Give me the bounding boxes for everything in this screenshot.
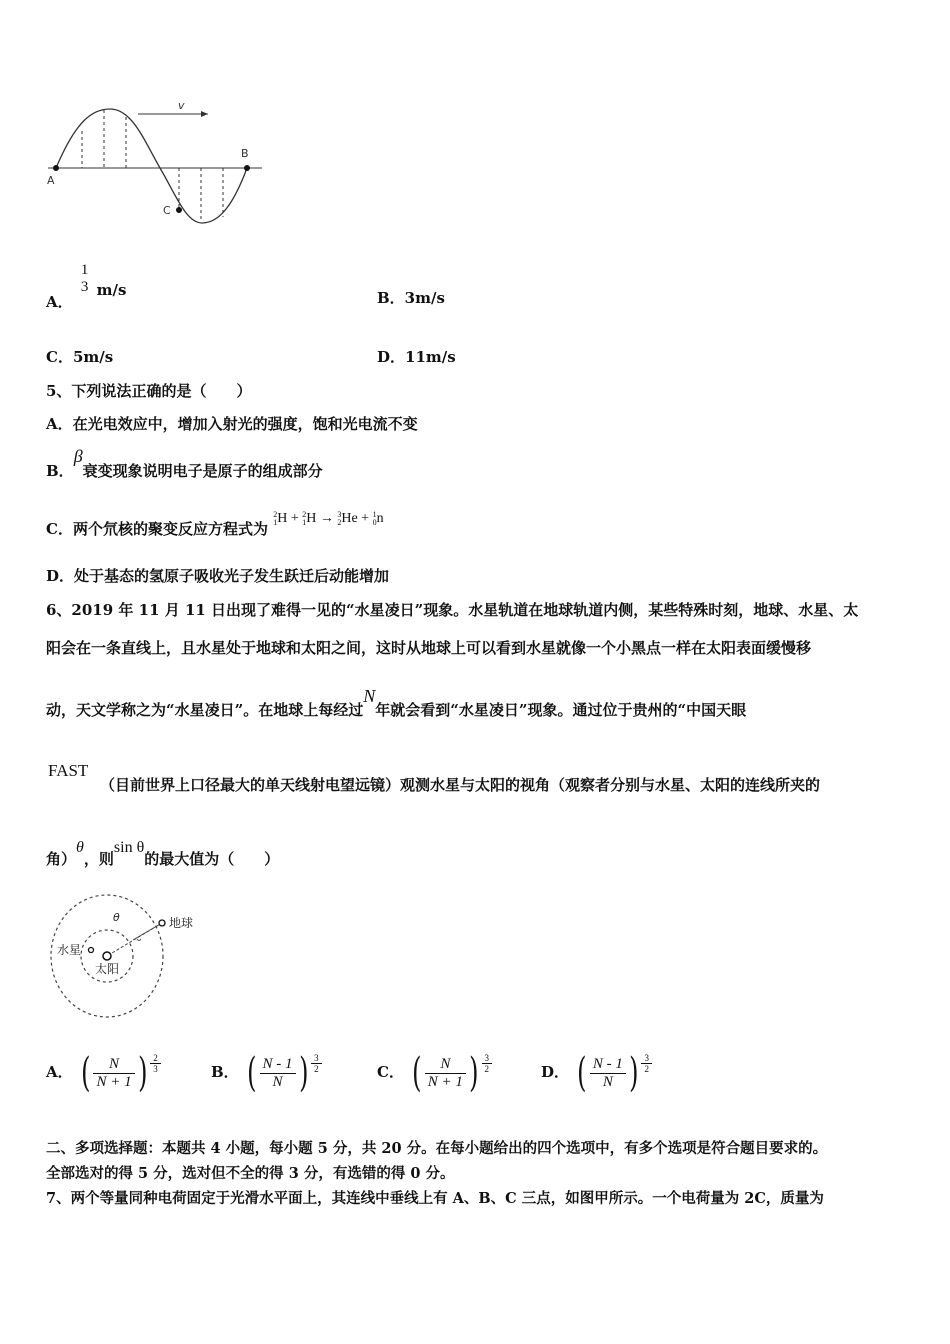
fraction-den: N + 1	[96, 1073, 132, 1090]
left-paren: (	[80, 1050, 91, 1096]
q6-line-3	[46, 686, 747, 719]
q6-line-3a: 动，天文学称之为“水星凌日”。在地球上每经过	[46, 701, 364, 719]
wave-curve	[56, 109, 247, 223]
fraction-num: N	[93, 1056, 134, 1074]
q5-option-d: D．处于基态的氢原子吸收光子发生跃迁后动能增加	[46, 567, 390, 585]
exponent-num: 3	[641, 1053, 652, 1064]
right-paren: )	[298, 1050, 309, 1096]
velocity-label: v	[178, 99, 185, 112]
q4-fraction-num: 1	[80, 262, 89, 278]
arrow-icon: →	[319, 511, 334, 526]
q5-stem: 5、下列说法正确的是（ ）	[46, 382, 252, 400]
q6-line-5	[46, 836, 280, 868]
left-paren: (	[247, 1050, 257, 1096]
exponent-num: 3	[482, 1053, 493, 1064]
q6-option-b	[211, 1050, 322, 1096]
point-c-dot	[176, 207, 182, 213]
q4-option-a	[46, 262, 127, 311]
beta-symbol: β	[73, 446, 83, 466]
fusion-equation	[273, 511, 383, 526]
wave-figure	[40, 95, 270, 235]
fraction-num: N - 1	[590, 1056, 626, 1074]
section-2-line-2: 全部选对的得 5 分，选对但不全的得 3 分，有选错的得 0 分。	[46, 1165, 455, 1182]
fraction-den: N	[272, 1073, 283, 1090]
earth-label: 地球	[169, 916, 194, 930]
option-letter: B．	[211, 1063, 239, 1081]
plus-sign: +	[361, 511, 370, 526]
option-fraction	[93, 1056, 134, 1091]
n-mass: 1	[372, 509, 377, 519]
earth-dot	[159, 920, 165, 926]
q4-fraction-den: 3	[80, 279, 89, 295]
q6-line-2: 阳会在一条直线上，且水星处于地球和太阳之间，这时从地球上可以看到水星就像一个小黑点一样在太阳表面缓慢移	[46, 639, 812, 657]
theta-symbol: θ	[76, 839, 84, 856]
q5-option-b-text: 衰变现象说明电子是原子的组成部分	[82, 462, 323, 480]
exponent-den: 2	[314, 1064, 319, 1074]
h1-charge: 1	[273, 517, 278, 527]
right-paren: )	[628, 1050, 639, 1096]
line-earth-mercury	[133, 923, 162, 940]
option-letter: C．	[377, 1063, 404, 1081]
h2-mass: 2	[302, 509, 307, 519]
exponent-den: 3	[153, 1064, 158, 1074]
q6-option-d	[541, 1050, 652, 1096]
fast-label: FAST	[48, 761, 89, 780]
velocity-arrowhead	[201, 111, 208, 117]
mercury-label: 水星	[57, 943, 82, 957]
exponent-den: 2	[644, 1064, 649, 1074]
option-letter: A．	[46, 1063, 73, 1081]
q5-option-a: A．在光电效应中，增加入射光的强度，饱和光电流不变	[46, 415, 418, 433]
orbit-figure	[45, 890, 220, 1025]
plus-sign: +	[290, 511, 299, 526]
q6-option-a	[46, 1050, 161, 1096]
fraction-num: N	[425, 1056, 466, 1074]
q5-option-c-text: C．两个氘核的聚变反应方程式为	[46, 520, 268, 538]
var-n: N	[363, 686, 376, 706]
q6-line-5a: 角）	[46, 850, 77, 868]
q6-option-c	[377, 1050, 492, 1096]
q4-option-a-fraction	[78, 262, 92, 296]
fraction-den: N + 1	[427, 1073, 463, 1090]
n-charge: 0	[372, 517, 377, 527]
right-paren: )	[469, 1050, 479, 1096]
h2-charge: 1	[302, 517, 307, 527]
left-paren: (	[412, 1050, 422, 1096]
q5-option-b	[46, 446, 323, 480]
exponent	[311, 1053, 322, 1074]
exponent-num: 3	[311, 1053, 322, 1064]
theta-label: θ	[113, 911, 120, 924]
he-mass: 3	[337, 509, 342, 519]
point-c-label: C	[163, 204, 171, 217]
h1-symbol: H	[277, 511, 288, 526]
q5-option-c	[46, 506, 384, 538]
point-b-dot	[244, 165, 250, 171]
q4-option-a-unit: m/s	[96, 281, 127, 299]
exponent	[482, 1053, 493, 1074]
point-a-label: A	[47, 174, 55, 187]
point-a-dot	[53, 165, 59, 171]
q6-line-5c: 的最大值为（ ）	[144, 850, 280, 868]
option-fraction	[425, 1056, 466, 1091]
q6-line-5b: ，则	[83, 850, 114, 868]
right-paren: )	[137, 1050, 148, 1096]
angle-arc	[137, 939, 141, 941]
option-letter: D．	[541, 1063, 570, 1081]
sin-theta: sin θ	[113, 839, 145, 856]
he-charge: 2	[337, 517, 342, 527]
exponent	[641, 1053, 652, 1074]
sun-label: 太阳	[95, 962, 120, 976]
he-symbol: He	[341, 511, 358, 526]
option-fraction	[260, 1056, 296, 1091]
exponent-num: 2	[150, 1053, 161, 1064]
h2-symbol: H	[306, 511, 317, 526]
q4-option-a-letter: A．	[46, 293, 73, 311]
fraction-num: N - 1	[260, 1056, 296, 1074]
q4-option-b: B．3m/s	[377, 289, 445, 307]
q4-option-d: D．11m/s	[377, 348, 456, 366]
mercury-dot	[89, 948, 94, 953]
q5-option-b-letter: B．	[46, 462, 74, 480]
h1-mass: 2	[273, 509, 278, 519]
sun-dot	[103, 952, 111, 960]
point-b-label: B	[241, 147, 249, 160]
section-2-line-1: 二、多项选择题：本题共 4 小题，每小题 5 分，共 20 分。在每小题给出的四个选项中，有多个选项是符合题目要求的。	[46, 1140, 828, 1157]
fraction-den: N	[602, 1073, 613, 1090]
q4-option-c: C．5m/s	[46, 348, 114, 366]
q6-line-3b: 年就会看到“水星凌日”现象。通过位于贵州的“中国天眼	[375, 701, 747, 719]
q7-stem: 7、两个等量同种电荷固定于光滑水平面上，其连线中垂线上有 A、B、C 三点，如图甲所示。一个电荷量为 2C，质量为	[46, 1190, 824, 1207]
exponent-den: 2	[484, 1064, 490, 1074]
option-fraction	[590, 1056, 626, 1091]
n-symbol: n	[376, 511, 384, 526]
left-paren: (	[577, 1050, 587, 1096]
q6-line-1: 6、2019 年 11 月 11 日出现了难得一见的“水星凌日”现象。水星轨道在地球轨道内侧，某些特殊时刻，地球、水星、太	[46, 601, 859, 619]
q6-line-4: （目前世界上口径最大的单天线射电望远镜）观测水星与太阳的视角（观察者分别与水星、太阳的连线所夹的	[100, 776, 821, 794]
exponent	[150, 1053, 161, 1074]
